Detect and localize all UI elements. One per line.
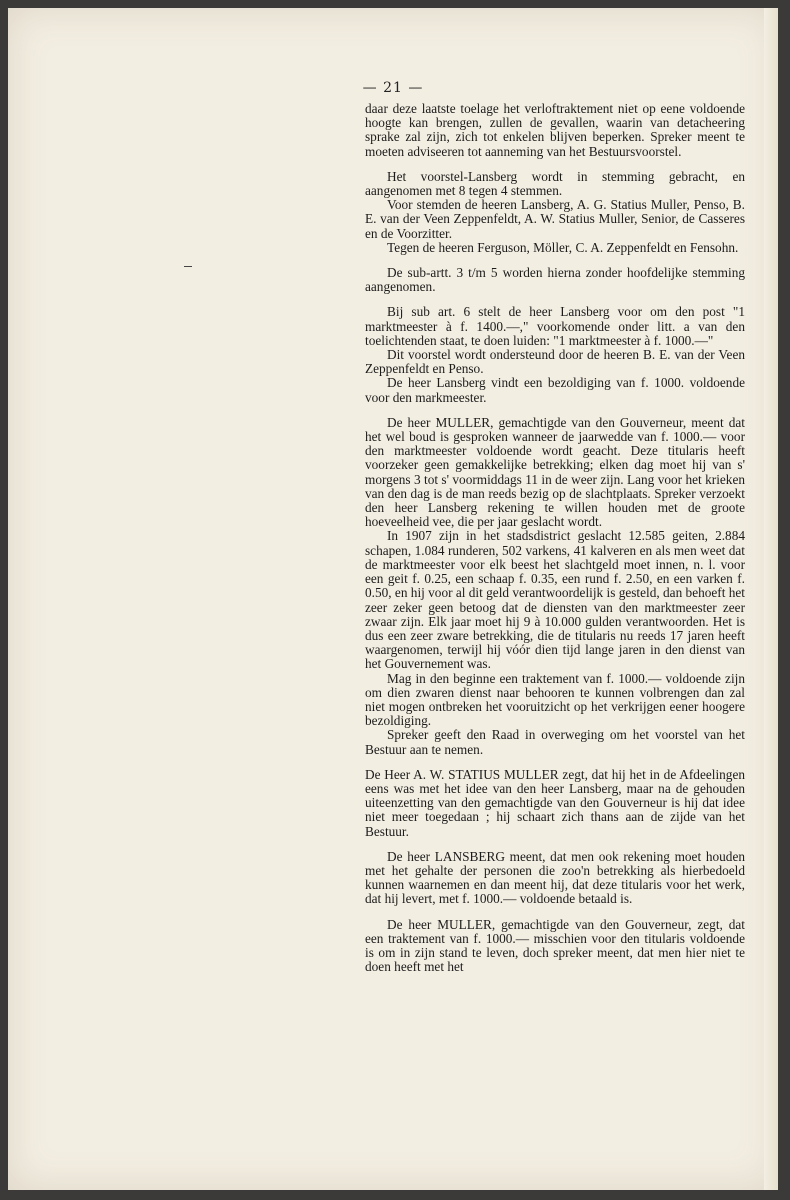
paragraph: Dit voorstel wordt ondersteund door de heeren B. E. van der Veen Zeppenfeldt en Penso. bbox=[365, 347, 745, 377]
paragraph: De heer LANSBERG meent, dat men ook rekening moet houden met het gehalte der personen die zoo'n betrekking als hierbedoeld kunnen waarnemen en dan meent hij, dat deze titularis voor het werk, dat hij levert, met f. 1000.— voldoende betaald is. bbox=[365, 848, 745, 907]
paragraph: Het voorstel-Lansberg wordt in stemming gebracht, en aangenomen met 8 tegen 4 stemmen. bbox=[365, 168, 745, 199]
paragraph: Tegen de heeren Ferguson, Möller, C. A. Zeppenfeldt en Fensohn. bbox=[387, 239, 739, 255]
body-text bbox=[365, 102, 745, 974]
book-page bbox=[8, 8, 778, 1190]
paragraph: Mag in den beginne een traktement van f. 1000.— voldoende zijn om dien zwaren dienst naar behooren te kunnen volbrengen dan zal niet mogen ontbreken het vooruitzicht op het verkrijgen eener hoogere bezoldiging. bbox=[365, 670, 745, 729]
paragraph: De heer MULLER, gemachtigde van den Gouverneur, meent dat het wel boud is gesproken wanneer de jaarwedde van f. 1000.— voor den marktmeester voldoende wordt geacht. Deze titularis heeft voorzeker geen gemakkelijke betrekking; elken dag moet hij van s' morgens 3 tot s' voormiddags 11 in de weer zijn. Lang voor het krieken van den dag is de man reeds bezig op de slachtplaats. Spreker verzoekt den heer Lansberg rekening te willen houden met de groote hoeveelheid vee, die per jaar geslacht wordt. bbox=[365, 414, 745, 530]
page-number: — 21 — bbox=[362, 80, 424, 96]
paragraph: In 1907 zijn in het stadsdistrict geslacht 12.585 geiten, 2.884 schapen, 1.084 runderen, 502 varkens, 41 kalveren en als men weet dat de marktmeester voor elk beest het slachtgeld moet innen, n. l. voor een geit f. 0.25, een schaap f. 0.35, een rund f. 2.50, en een varken f. 0.50, en hij voor al dit geld verantwoordelijk is gesteld, dan behoeft het zeer zeker geen betoog dat de diensten van den marktmeester zeer zwaar zijn. Elk jaar moet hij 9 à 10.000 gulden verantwoorden. Het is dus een zeer zware betrekking, die de titularis nu reeds 17 jaren heeft waargenomen, terwijl hij vóór dien tijd lange jaren in den dienst van het Gouvernement was. bbox=[365, 528, 745, 672]
paragraph: Spreker geeft den Raad in overweging om het voorstel van het Bestuur aan te nemen. bbox=[365, 727, 745, 757]
paragraph: De heer Lansberg vindt een bezoldiging van f. 1000. voldoende voor den markmeester. bbox=[365, 375, 745, 405]
paragraph: De sub-artt. 3 t/m 5 worden hierna zonder hoofdelijke stemming aangenomen. bbox=[365, 265, 745, 295]
page-binding-edge bbox=[764, 8, 778, 1190]
paragraph: De Heer A. W. STATIUS MULLER zegt, dat hij het in de Afdeelingen eens was met het idee van den heer Lansberg, maar na de gehouden uiteenzetting van den gemachtigde van den Gouverneur is hij dat idee niet meer toegedaan ; hij schaart zich thans aan de zijde van het Bestuur. bbox=[365, 766, 745, 839]
paragraph: Bij sub art. 6 stelt de heer Lansberg voor om den post "1 marktmeester à f. 1400.—," voorkomende onder litt. a van den toelichtenden staat, te doen luiden: "1 marktmeester à f. 1000.—" bbox=[365, 304, 745, 348]
paragraph: Voor stemden de heeren Lansberg, A. G. Statius Muller, Penso, B. E. van der Veen Zeppenfeldt, A. W. Statius Muller, Senior, de Casseres en de Voorzitter. bbox=[365, 197, 745, 241]
paragraph: daar deze laatste toelage het verloftraktement niet op eene voldoende hoogte kan brengen, zullen de gevallen, waarin van detacheering sprake zal zijn, zich tot enkelen blijven beperken. Spreker meent te moeten adviseeren tot aanneming van het Bestuursvoorstel. bbox=[365, 101, 745, 159]
paragraph: De heer MULLER, gemachtigde van den Gouverneur, zegt, dat een traktement van f. 1000.— misschien voor den titularis voldoende is om in zijn stand te leven, doch spreker meent, dat men hier niet te doen heeft met het bbox=[365, 916, 745, 975]
margin-mark bbox=[184, 266, 192, 267]
